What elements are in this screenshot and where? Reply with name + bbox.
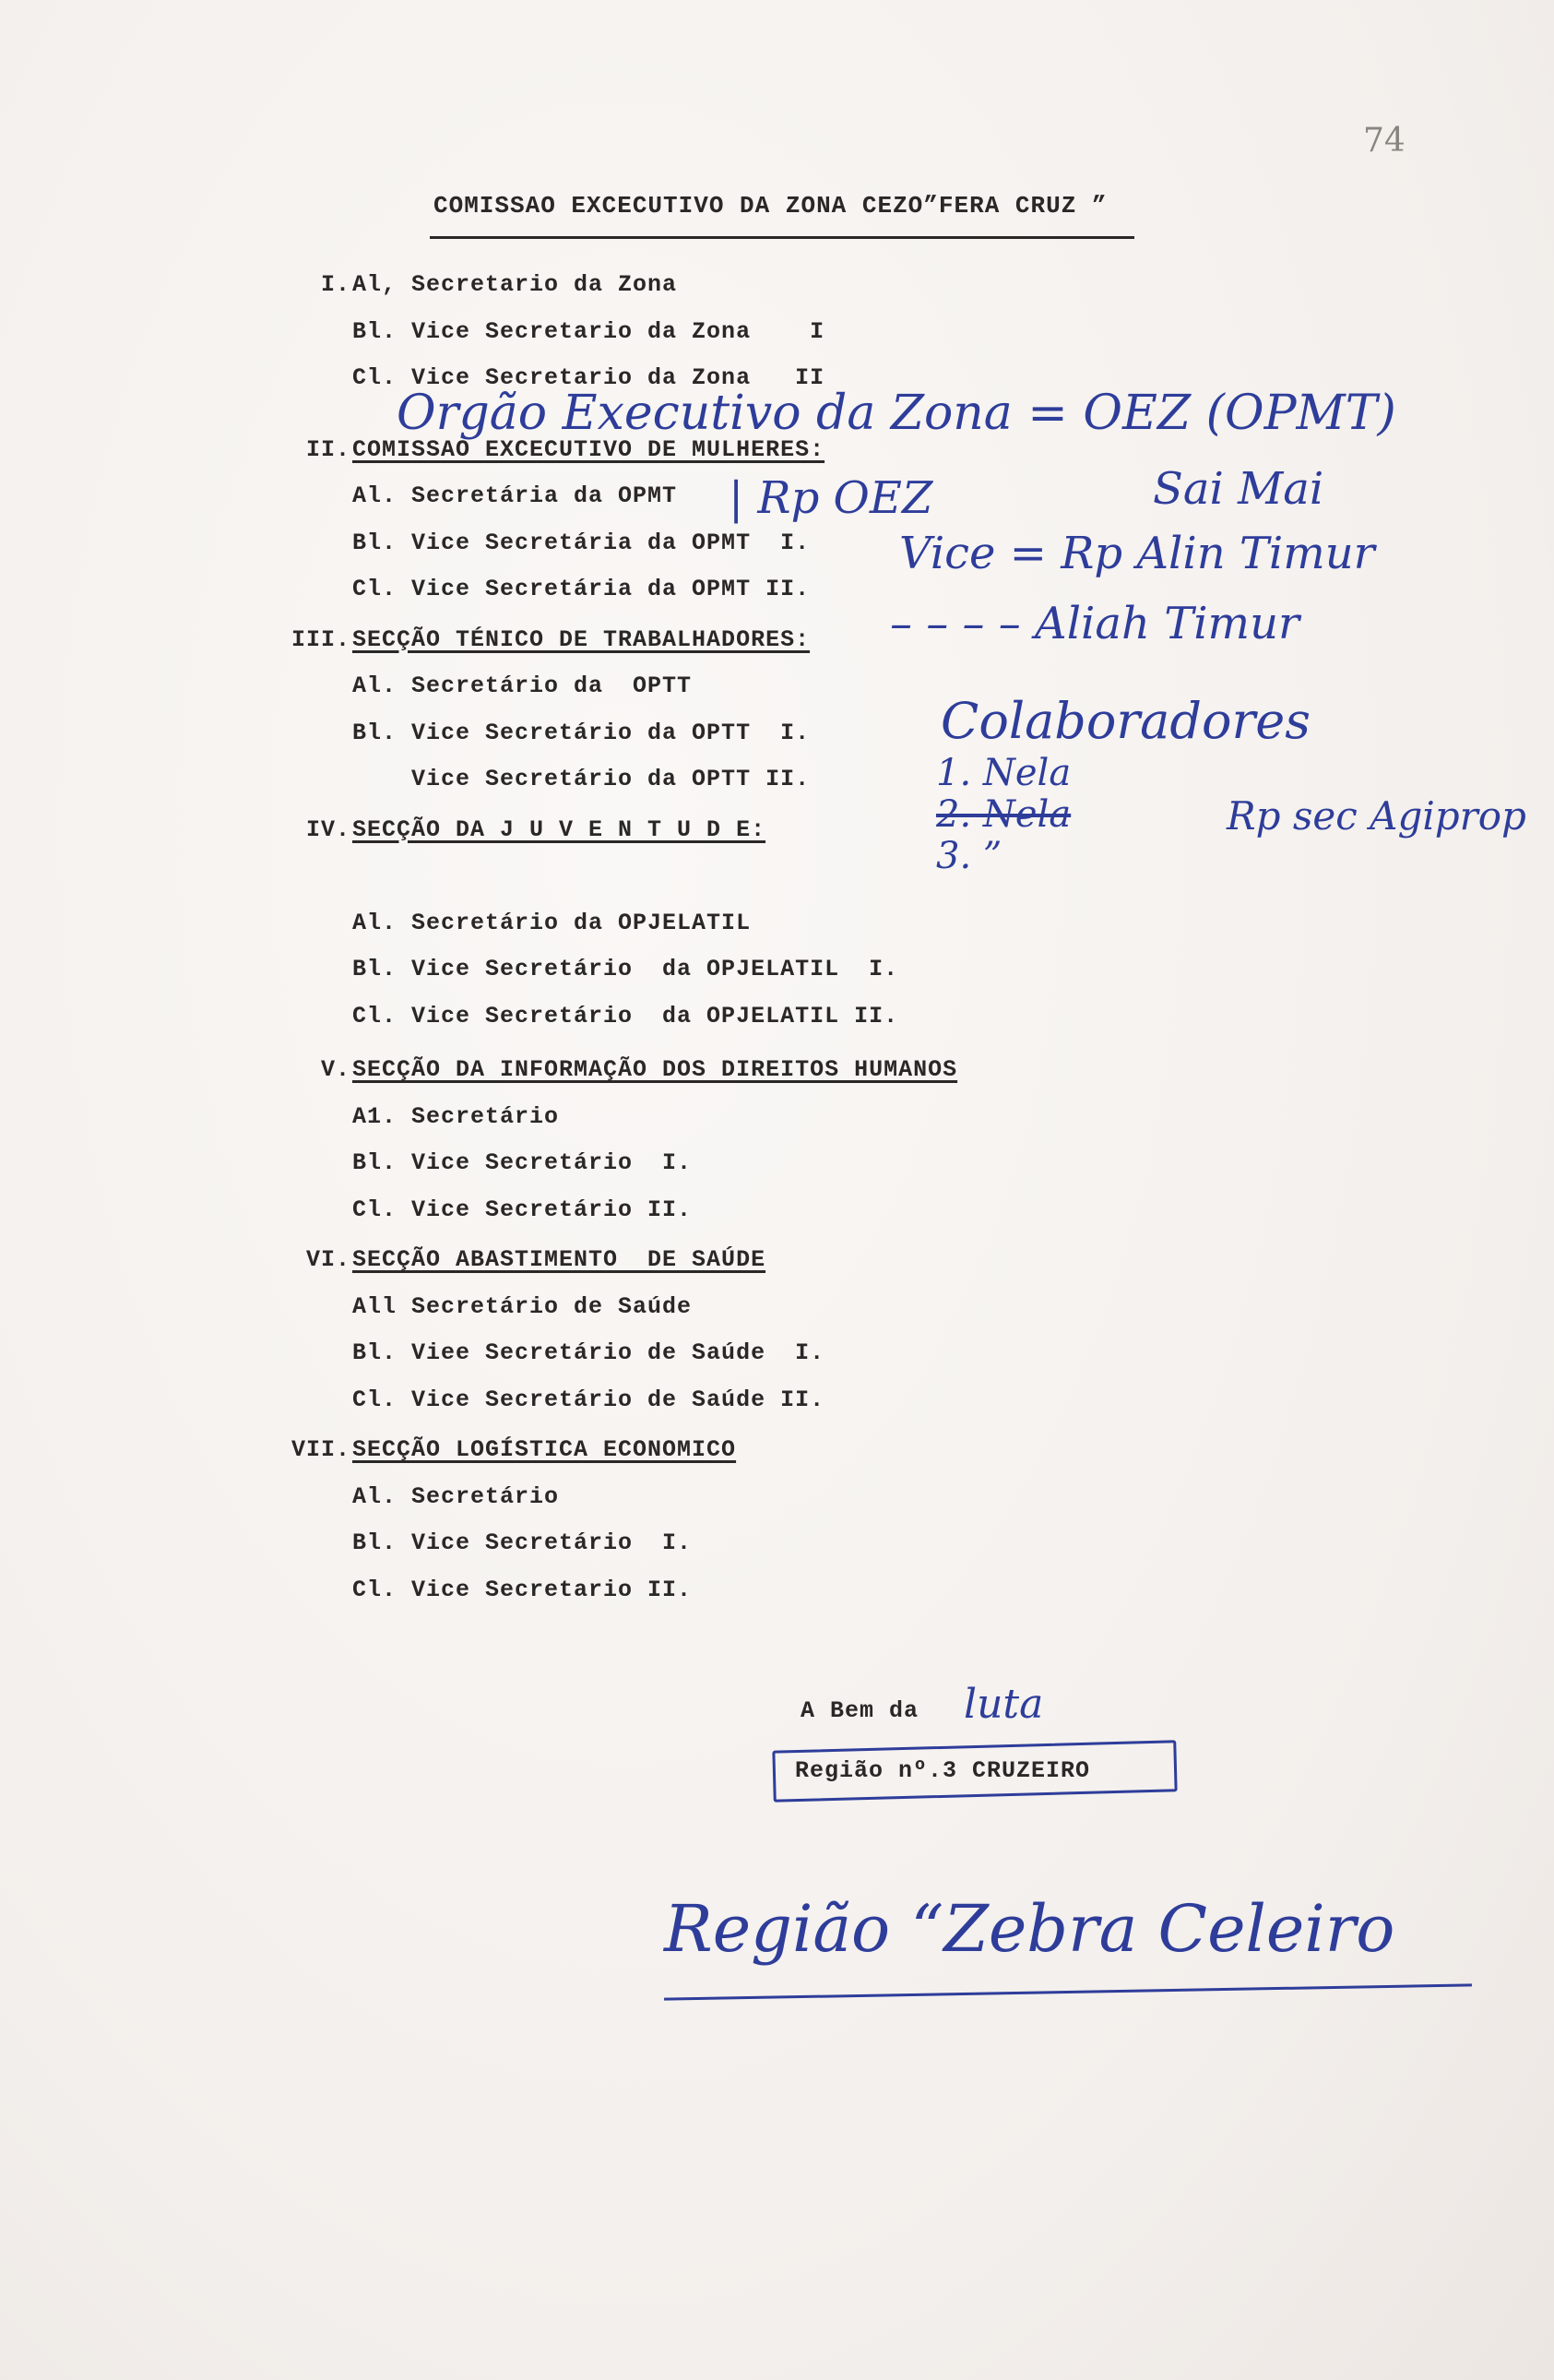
section-item: Al. Secretário da OPTT — [352, 672, 693, 699]
stamp-text: Região nº.3 CRUZEIRO — [795, 1757, 1091, 1784]
section-item: Cl. Vice Secretário II. — [352, 1196, 693, 1223]
section-heading: SECÇÃO TÉNICO DE TRABALHADORES: — [352, 625, 811, 653]
section-item: Bl. Vice Secretário da OPTT I. — [352, 719, 811, 746]
section-item: Al. Secretário — [352, 1482, 560, 1510]
section-item: Bl. Vice Secretario da Zona I — [352, 317, 825, 345]
section-number: II. — [305, 435, 350, 463]
section-item: Al. Secretário da OPJELATIL — [352, 909, 752, 936]
handwritten-c1-note: – – – – Aliah Timur — [890, 598, 1299, 649]
document-title: COMISSAO EXCECUTIVO DA ZONA CEZO”FERA CRUZ ” — [433, 192, 1108, 220]
section-number: III. — [291, 625, 350, 653]
handwritten-a1-note-right: Sai Mai — [1153, 463, 1324, 515]
section-number: VII. — [291, 1436, 350, 1463]
handwritten-collaborator-1: 1. Nela — [936, 752, 1072, 794]
handwritten-line-1: Orgão Executivo da Zona = OEZ (OPMT) — [397, 386, 1396, 441]
handwritten-collaborators-title: Colaboradores — [941, 692, 1311, 750]
section-heading: SECÇÃO ABASTIMENTO DE SAÚDE — [352, 1246, 766, 1273]
section-number: VI. — [305, 1246, 350, 1273]
section-heading: SECÇÃO LOGÍSTICA ECONOMICO — [352, 1436, 737, 1463]
handwritten-collaborator-3: 3. ” — [936, 835, 1002, 877]
section-item: Bl. Vice Secretária da OPMT I. — [352, 529, 811, 556]
section-item: A1. Secretário — [352, 1102, 560, 1130]
section-heading: SECÇÃO DA INFORMAÇÃO DOS DIREITOS HUMANOS — [352, 1056, 958, 1083]
handwritten-signature: Região “Zebra Celeiro — [664, 1891, 1395, 1967]
section-item: Cl. Vice Secretário de Saúde II. — [352, 1386, 825, 1413]
section-heading: SECÇÃO DA J U V E N T U D E: — [352, 815, 766, 843]
handwritten-collaborator-note: Rp sec Agiprop — [1227, 793, 1526, 839]
section-item: Bl. Vice Secretário I. — [352, 1149, 693, 1176]
section-item: Bl. Vice Secretário da OPJELATIL I. — [352, 956, 899, 982]
section-number: IV. — [305, 815, 350, 843]
section-heading: COMISSAO EXCECUTIVO DE MULHERES: — [352, 435, 825, 463]
section-item: Cl. Vice Secretario da Zona II — [352, 364, 825, 391]
section-item: Cl. Vice Secretário da OPJELATIL II. — [352, 1002, 899, 1029]
section-item: Cl. Vice Secretario II. — [352, 1576, 693, 1603]
handwritten-b1-note: Vice = Rp Alin Timur — [899, 528, 1375, 579]
handwritten-a1-note: | Rp OEZ — [729, 472, 933, 524]
section-item: Cl. Vice Secretária da OPMT II. — [352, 576, 811, 602]
section-item: Bl. Viee Secretário de Saúde I. — [352, 1339, 825, 1366]
section-item: Vice Secretário da OPTT II. — [352, 766, 811, 792]
section-item: All Secretário de Saúde — [352, 1292, 693, 1320]
signature-underline — [664, 1983, 1472, 2000]
title-underline — [430, 236, 1134, 239]
closing-text: A Bem da — [801, 1697, 919, 1724]
handwritten-closing-word: luta — [964, 1681, 1044, 1728]
section-item: Al, Secretario da Zona — [352, 271, 678, 298]
section-item: Bl. Vice Secretário I. — [352, 1529, 693, 1556]
page-number: 74 — [1363, 122, 1406, 160]
handwritten-collaborator-2: 2. Nela — [936, 793, 1072, 836]
section-item: Al. Secretária da OPMT — [352, 482, 678, 509]
section-number: V. — [320, 1056, 350, 1083]
section-number: I. — [320, 271, 350, 298]
